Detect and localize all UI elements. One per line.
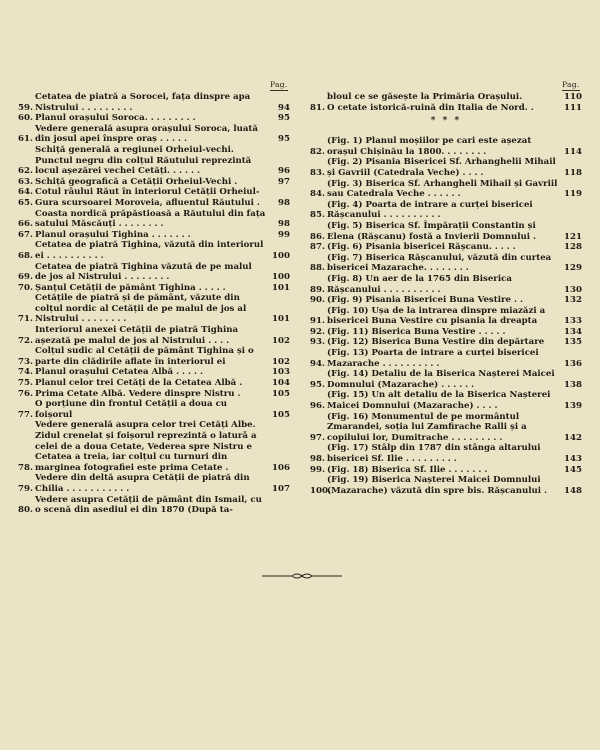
- entry-page-number: 139: [564, 401, 582, 412]
- toc-entry: [18, 113, 290, 124]
- entry-number: 72.: [18, 335, 33, 346]
- entry-number: 62.: [18, 166, 33, 177]
- entry-page-number: 121: [564, 231, 582, 242]
- entry-number: 86.: [310, 231, 325, 242]
- entry-number: 71.: [18, 314, 33, 325]
- entry-page-number: 130: [564, 284, 582, 295]
- entry-number: 74.: [18, 367, 33, 378]
- entry-page-number: 99: [278, 229, 290, 240]
- entry-caption: Planul celor trei Cetăți de la Cetatea Albă .: [35, 378, 243, 389]
- entry-caption: Interiorul anexei Cetății de piatră Tighina așezată pe malul de jos al Nistrului . . . .: [35, 325, 239, 346]
- entry-caption: Prima Cetate Albă. Vedere dinspre Nistru .: [35, 388, 241, 399]
- toc-entry: [310, 327, 582, 338]
- entry-page-number: 104: [272, 378, 290, 389]
- entry-page-number: 129: [564, 263, 582, 274]
- entry-caption: Cetatea de piatră Tighina, văzută din interiorul ei . . . . . . . . . .: [35, 240, 264, 261]
- ornament-divider: [262, 572, 342, 580]
- toc-entry: [310, 412, 582, 444]
- toc-entry: [310, 200, 582, 221]
- toc-entry: [18, 473, 290, 494]
- entry-page-number: 101: [272, 314, 290, 325]
- entry-caption: Planul orașului Soroca. . . . . . . . .: [35, 113, 196, 124]
- entry-page-number: 95: [278, 113, 290, 124]
- entry-number: 65.: [18, 197, 33, 208]
- entry-page-number: 118: [564, 167, 582, 178]
- entry-page-number: 119: [564, 189, 582, 200]
- entry-caption: (Fig. 13) Poarta de intrare a curței bisericei Mazarache . . . . . . . . . .: [327, 348, 539, 369]
- entry-page-number: 133: [564, 316, 582, 327]
- entry-number: 73.: [18, 356, 33, 367]
- entry-page-number: 100: [272, 250, 290, 261]
- toc-entry: [310, 443, 582, 464]
- entry-number: 96.: [310, 401, 325, 412]
- entry-caption: (Fig. 15) Un alt detaliu de la Biserica Nașterei Maicei Domnului (Mazarache) . . . .: [327, 390, 551, 412]
- entry-number: 95.: [310, 379, 325, 390]
- entry-caption: (Fig. 14) Detaliu de la Biserica Nașterei Maicei Domnului (Mazarache) . . . . . .: [327, 369, 555, 390]
- entry-caption: (Fig. 2) Pisania Bisericei Sf. Arhanghelii Mihail și Gavriil (Catedrala Veche) . . . .: [327, 157, 556, 178]
- entry-caption: (Fig. 8) Un aer de la 1765 din Biserica Rășcanului . . . . . . . . . .: [327, 273, 512, 295]
- entry-page-number: 136: [564, 358, 582, 369]
- entry-page-number: 143: [564, 454, 582, 464]
- entry-number: 75.: [18, 378, 33, 389]
- entry-number: 94.: [310, 358, 325, 369]
- entry-number: 68.: [18, 250, 33, 261]
- right-column: [310, 92, 582, 496]
- toc-entry: [310, 136, 582, 157]
- entry-caption: Cetățile de piatră și de pământ, văzute din colțul nordic al Cetății de pe malul de jos al Nistrului . . . . . . . .: [35, 293, 247, 325]
- entry-number: 78.: [18, 462, 33, 473]
- entry-caption: (Fig. 19) Biserica Nașterei Maicei Domnului (Mazarache) văzută din spre bis. Rășcanului .: [327, 475, 547, 496]
- entry-page-number: 103: [272, 367, 290, 378]
- toc-entry: [18, 283, 290, 294]
- entry-page-number: 98: [278, 219, 290, 230]
- entry-number: 79.: [18, 483, 33, 494]
- toc-entry: [18, 92, 290, 113]
- toc-entry: [18, 389, 290, 400]
- entry-number: 84.: [310, 189, 325, 200]
- toc-entry: [310, 465, 582, 476]
- entry-page-number: 95: [278, 134, 290, 145]
- entry-caption: Colțul sudic al Cetății de pământ Tighina și o parte din clădirile aflate în interiorul ei: [35, 346, 254, 367]
- entry-page-number: 148: [564, 485, 582, 496]
- entry-caption: (Fig. 4) Poarta de intrare a curței bisericei Rășcanului . . . . . . . . . .: [327, 199, 533, 221]
- entry-caption: Vedere generală asupra celor trei Cetăți Albe. Zidul crenelat și foișorul reprezintă o laturǎ a celei de a doua Cetate, Vederea spre Nistru e Cetatea a treia, iar colțul cu turnuri din marginea fotografiei este prima Cetate .: [35, 420, 257, 473]
- toc-entry: [310, 369, 582, 390]
- toc-entry: [310, 242, 582, 253]
- entry-number: 87.: [310, 242, 325, 253]
- toc-entry: [310, 295, 582, 306]
- toc-entry: [310, 337, 582, 348]
- entry-caption: bloul ce se găsește la Primăria Orașului.: [327, 92, 523, 102]
- entry-caption: (Fig. 12) Biserica Buna Vestire din depărtare: [327, 337, 545, 348]
- toc-entry: [18, 325, 290, 346]
- toc-entry: [18, 177, 290, 188]
- entry-caption: (Fig. 9) Pisania Bisericei Buna Vestire . .: [327, 295, 523, 306]
- toc-entry: [310, 390, 582, 411]
- toc-entry: [18, 240, 290, 261]
- page-column-header-right: Pag.: [562, 80, 580, 89]
- entry-number: 82.: [310, 146, 325, 157]
- entry-page-number: 105: [272, 409, 290, 420]
- entry-page-number: 98: [278, 197, 290, 208]
- entry-number: 93.: [310, 337, 325, 348]
- entry-number: 83.: [310, 167, 325, 178]
- entry-number: 92.: [310, 326, 325, 337]
- toc-entry: [310, 221, 582, 242]
- toc-entry: [18, 378, 290, 389]
- entry-number: 59.: [18, 102, 33, 113]
- toc-entry: [18, 346, 290, 367]
- toc-entry: [18, 209, 290, 230]
- entry-number: 100.: [310, 485, 331, 496]
- entry-caption: (Fig. 17) Stâlp din 1787 din stânga altarului bisericei Sf. Ilie . . . . . . . . .: [327, 443, 541, 464]
- entry-caption: (Fig. 11) Biserica Buna Vestire . . . . .: [327, 326, 506, 337]
- entry-page-number: 96: [278, 166, 290, 177]
- toc-entry: [310, 348, 582, 369]
- entry-number: 80.: [18, 505, 33, 516]
- entry-number: 77.: [18, 409, 33, 420]
- entry-caption: Vedere generală asupra orașului Soroca, luată din josul apei înspre oraș . . . . .: [35, 123, 258, 145]
- entry-number: 85.: [310, 210, 325, 221]
- toc-entry: [310, 103, 582, 114]
- entry-caption: Planul orașului Tighina . . . . . . .: [35, 229, 191, 240]
- toc-entry: [18, 198, 290, 209]
- right-continued-entries: [310, 92, 582, 113]
- entry-page-number: 97: [278, 176, 290, 187]
- toc-entry: [310, 306, 582, 327]
- toc-entry: [310, 253, 582, 274]
- entry-page-number: 114: [564, 146, 582, 157]
- toc-entry: [18, 230, 290, 241]
- entry-caption: Vedere asupra Cetății de pământ din Ismail, cu o scenă din asediul ei din 1870 (După ta-: [35, 494, 262, 516]
- entry-number: 69.: [18, 272, 33, 283]
- entry-page-number: 94: [278, 102, 290, 113]
- entry-caption: (Fig. 3) Biserica Sf. Arhangheli Mihail și Gavriil sau Catedrala Veche . . . . . .: [327, 178, 558, 200]
- entry-number: 64.: [18, 187, 33, 198]
- entry-page-number: 128: [564, 242, 582, 253]
- entry-number: 97.: [310, 432, 325, 443]
- entry-number: 61.: [18, 134, 33, 145]
- entry-number: 63.: [18, 176, 33, 187]
- entry-page-number: 134: [564, 326, 582, 337]
- entry-number: 89.: [310, 284, 325, 295]
- toc-entry: [18, 187, 290, 198]
- entry-number: 60.: [18, 113, 33, 124]
- entry-page-number: 107: [272, 483, 290, 494]
- entry-number: 90.: [310, 295, 325, 306]
- entry-number: 99.: [310, 464, 325, 475]
- toc-entry: [310, 157, 582, 178]
- entry-number: 66.: [18, 219, 33, 230]
- toc-entry: [18, 293, 290, 325]
- entry-caption: Schiță geografică a Cetății Orheiul-Vechi .: [35, 176, 238, 187]
- toc-entry: [18, 367, 290, 378]
- entry-page-number: 102: [272, 335, 290, 346]
- entry-page-number: 106: [272, 462, 290, 473]
- entry-page-number: 142: [564, 432, 582, 443]
- entry-caption: Planul orașului Cetatea Albă . . . . .: [35, 367, 204, 378]
- entry-page-number: 111: [564, 102, 582, 113]
- entry-page-number: 102: [272, 356, 290, 367]
- entry-page-number: 100: [272, 272, 290, 283]
- entry-caption: Șanțul Cetății de pământ Tighina . . . . .: [35, 282, 226, 293]
- entry-caption: Gura scursoarei Moroveia, afluentul Răutului .: [35, 197, 260, 208]
- entry-caption: (Fig. 1) Planul moșiilor pe cari este așezat orașul Chișinău la 1800. . . . . . . .: [327, 136, 532, 157]
- left-column: [18, 92, 290, 516]
- toc-entry: [310, 475, 582, 496]
- entry-caption: (Fig. 10) Ușa de la intrarea dinspre miazăzi a bisericei Buna Vestire cu pisania la dreapta: [327, 305, 546, 327]
- entry-caption: Cetatea de piatră Tighina văzută de pe malul de jos al Nistrului . . . . . . . .: [35, 261, 252, 283]
- entry-caption: Cotul râului Răut în interiorul Cetății Orheiul-: [35, 187, 260, 198]
- entry-number: 91.: [310, 316, 325, 327]
- entry-caption: O cetate istorică-ruină din Italia de Nord. .: [327, 102, 534, 113]
- entry-page-number: 101: [272, 282, 290, 293]
- entry-page-number: 145: [564, 464, 582, 475]
- entry-number: 76.: [18, 388, 33, 399]
- toc-entry: [18, 262, 290, 283]
- entry-page-number: 135: [564, 337, 582, 348]
- toc-entry: [310, 92, 582, 103]
- entry-caption: Schiță generală a regiunei Orheiul-vechi. Punctul negru din colțul Răutului reprezintă locul așezărei vechei Cetăți. . . . . .: [35, 144, 252, 177]
- toc-entry: [18, 495, 290, 516]
- right-entries: [310, 136, 582, 496]
- entry-caption: (Fig. 16) Monumentul de pe mormântul Zmarandei, soția lui Zamfirache Ralli și a copilului lor, Dumitrache . . . . . . . . .: [327, 411, 527, 443]
- toc-entry: [18, 420, 290, 473]
- entry-number: 67.: [18, 229, 33, 240]
- entry-page-number: 105: [272, 388, 290, 399]
- page-column-header-left: Pag.: [270, 80, 288, 89]
- entry-caption: (Fig. 6) Pisania bisericei Rășcanu. . . . .: [327, 242, 516, 253]
- entry-caption: Vedere din deltă asupra Cetății de piatră din Chilia . . . . . . . . . . .: [35, 473, 250, 494]
- entry-page-number: 138: [564, 379, 582, 390]
- entry-caption: Cetatea de piatră a Sorocei, fața dinspre apa Nistrului . . . . . . . . .: [35, 92, 251, 113]
- entry-caption: (Fig. 7) Biserica Rășcanului, văzută din curtea bisericei Mazarache. . . . . . . .: [327, 252, 552, 274]
- entry-caption: (Fig. 18) Biserica Sf. Ilie . . . . . . .: [327, 464, 488, 475]
- entry-caption: Coasta nordică prăpăstioasă a Răutului din fața satului Măscăuți . . . . . . . .: [35, 208, 266, 230]
- section-separator: * * *: [430, 116, 462, 127]
- toc-entry: [18, 145, 290, 177]
- entry-page-number: 132: [564, 295, 582, 306]
- entry-caption: (Fig. 5) Biserica Sf. Împărații Constantin și Elena (Rășcanu) fostă a Invierii Domnului .: [327, 220, 536, 242]
- toc-entry: [310, 274, 582, 295]
- entry-number: 70.: [18, 282, 33, 293]
- toc-entry: [18, 399, 290, 420]
- entry-number: 98.: [310, 454, 325, 464]
- entry-caption: O porțiune din frontul Cetății a doua cu foișorul: [35, 399, 228, 420]
- entry-page-number: 110: [564, 92, 582, 102]
- toc-entry: [18, 124, 290, 145]
- toc-entry: [310, 179, 582, 200]
- entry-number: 81.: [310, 102, 325, 113]
- entry-number: 88.: [310, 263, 325, 274]
